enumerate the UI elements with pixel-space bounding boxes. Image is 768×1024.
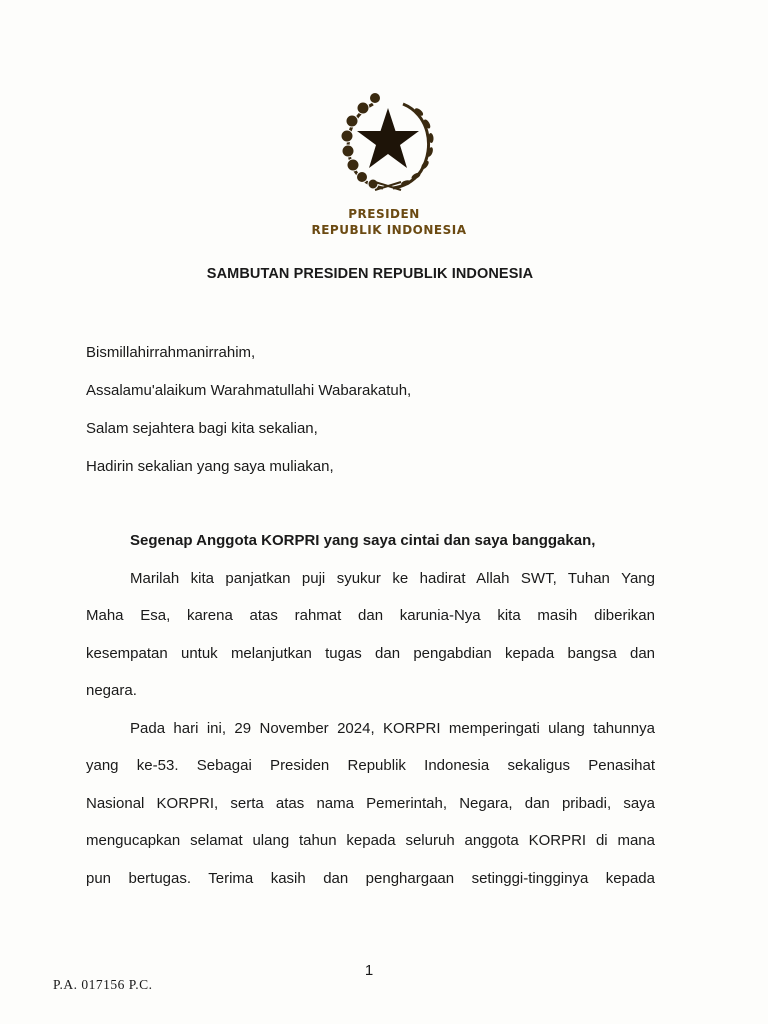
paragraph-line: Marilah kita panjatkan puji syukur ke hadirat Allah SWT, Tuhan Yang (130, 570, 655, 587)
greeting-line: Hadirin sekalian yang saya muliakan, (86, 458, 334, 475)
paragraph-line: mengucapkan selamat ulang tahun kepada seluruh anggota KORPRI di mana (86, 832, 655, 849)
paragraph-line: Maha Esa, karena atas rahmat dan karunia-Nya kita masih diberikan (86, 607, 655, 624)
greeting-line: Bismillahirrahmanirrahim, (86, 344, 256, 361)
paragraph-line: Pada hari ini, 29 November 2024, KORPRI memperingati ulang tahunnya (130, 720, 655, 737)
document-reference: P.A. 017156 P.C. (53, 977, 153, 992)
page-number: 1 (364, 962, 374, 979)
paragraph-line: negara. (86, 682, 137, 699)
salutation: Segenap Anggota KORPRI yang saya cintai dan saya banggakan, (130, 532, 596, 549)
greeting-line: Salam sejahtera bagi kita sekalian, (86, 420, 318, 437)
paragraph-line: pun bertugas. Terima kasih dan penghargaan setinggi-tingginya kepada (86, 870, 655, 887)
document-heading: SAMBUTAN PRESIDEN REPUBLIK INDONESIA (206, 266, 534, 282)
greeting-line: Assalamu'alaikum Warahmatullahi Wabarakatuh, (86, 382, 412, 399)
emblem-title-republik: REPUBLIK INDONESIA (311, 223, 467, 237)
paragraph-line: Nasional KORPRI, serta atas nama Pemerintah, Negara, dan pribadi, saya (86, 795, 655, 812)
presidential-star-emblem-icon (333, 86, 443, 196)
emblem-title-presiden: PRESIDEN (348, 207, 420, 221)
paragraph-line: yang ke-53. Sebagai Presiden Republik Indonesia sekaligus Penasihat (86, 757, 655, 774)
paragraph-line: kesempatan untuk melanjutkan tugas dan pengabdian kepada bangsa dan (86, 645, 655, 662)
